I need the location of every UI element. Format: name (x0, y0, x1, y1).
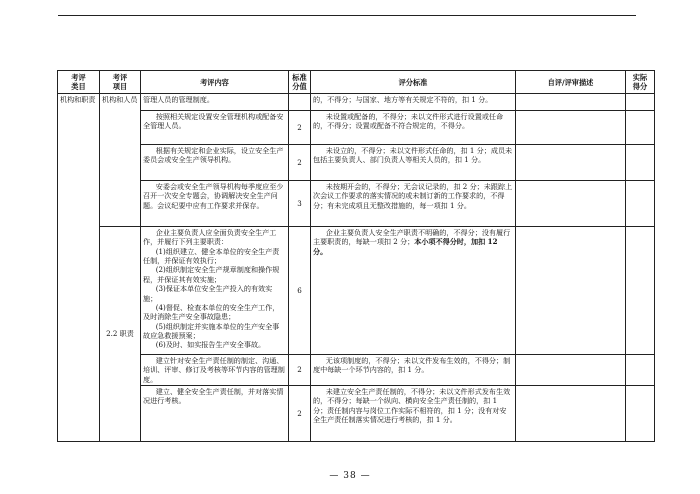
page-number: — 38 — (329, 471, 371, 481)
content-cell: 根据有关规定和企业实际，设立安全生产委员会或安全生产领导机构。 (141, 145, 289, 181)
criteria-cell: 未建立安全生产责任制的，不得分；未以文件形式发布生效的，不得分；每缺一个纵向、横向安全生产责任制的，扣 1 分；责任制内容与岗位工作实际不相符的，扣 1 分；没有对安全生产责任制落实情况进行考核的，扣 1 分。 (311, 386, 516, 442)
table-row (58, 94, 655, 111)
header-item (100, 71, 141, 94)
content-line: 企业主要负责人应全面负责安全生产工作，并履行下列主要职责： (143, 228, 277, 247)
self-eval-cell[interactable] (516, 386, 626, 442)
table-row (58, 386, 655, 442)
criteria-cell: 的，不得分；与国家、地方等有关规定不符的，扣 1 分。 (311, 94, 516, 111)
score-cell (289, 94, 311, 111)
score-cell: 2 (289, 145, 311, 181)
content-cell: 按照相关规定设置安全管理机构或配备安全管理人员。 (141, 111, 289, 145)
content-line: (2)组织制定安全生产规章制度和操作规程，并保证其有效实施； (143, 265, 280, 284)
header-score (289, 71, 311, 94)
actual-score-cell[interactable] (626, 181, 655, 227)
header-line: 考评 (112, 73, 128, 82)
header-line: 标准 (292, 73, 307, 82)
actual-score-cell[interactable] (626, 227, 655, 355)
header-line: 项目 (112, 82, 128, 91)
content-cell (141, 227, 289, 355)
criteria-cell: 未按期开会的，不得分；无会议记录的，扣 2 分；未跟踪上次会议工作要求的落实情况的或未制订新的工作要求的，不得分；有未完成项且无整改措施的，每一项扣 1 分。 (311, 181, 516, 227)
content-line: (4)督促、检查本单位的安全生产工作，及时消除生产安全事故隐患； (143, 302, 280, 322)
content-cell: 建立针对安全生产责任制的制定、沟通、培训、评审、修订及考核等环节内容的管理制度。 (141, 355, 289, 386)
header-criteria: 评分标准 (311, 71, 516, 94)
content-cell: 建立、健全安全生产责任制，并对落实情况进行考核。 (141, 386, 289, 442)
score-cell: 3 (289, 181, 311, 227)
header-category (58, 71, 100, 94)
header-line: 得分 (632, 82, 648, 91)
content-line: (5)组织制定并实施本单位的生产安全事故应急救援预案； (143, 321, 280, 340)
item-cell-duty: 2.2 职责 (100, 227, 141, 442)
content-line: (1)组织建立、健全本单位的安全生产责任制，并保证有效执行； (143, 246, 280, 266)
header-self-eval: 自评/评审描述 (516, 71, 626, 94)
criteria-text: 企业主要负责人安全生产职责不明确的，不得分；没有履行主要职责的，每缺一项扣 2 分； (313, 228, 511, 247)
table-row (58, 181, 655, 227)
header-actual (626, 71, 655, 94)
content-cell: 安委会或安全生产领导机构每季度应至少召开一次安全专题会，协调解决安全生产问题。会议纪要中应有工作要求并保存。 (141, 181, 289, 227)
table-header-row (58, 71, 655, 94)
actual-score-cell[interactable] (626, 94, 655, 111)
header-line: 分值 (292, 82, 307, 91)
table-row (58, 227, 655, 355)
category-cell: 机构和职责 (58, 94, 100, 442)
score-cell: 2 (289, 386, 311, 442)
actual-score-cell[interactable] (626, 145, 655, 181)
item-cell-org: 机构和人员 (100, 94, 141, 227)
content-line: (6)及时、如实报告生产安全事故。 (155, 340, 266, 350)
criteria-cell: 无该项制度的，不得分；未以文件发布生效的，不得分；制度中每缺一个环节内容的，扣 1 分。 (311, 355, 516, 386)
header-line: 类目 (71, 82, 86, 91)
actual-score-cell[interactable] (626, 386, 655, 442)
evaluation-table (57, 70, 655, 442)
score-cell: 2 (289, 355, 311, 386)
criteria-cell: 未设立的，不得分；未以文件形式任命的，扣 1 分；成员未包括主要负责人、部门负责人等相关人员的，扣 1 分。 (311, 145, 516, 181)
header-line: 考评 (71, 73, 86, 82)
self-eval-cell[interactable] (516, 181, 626, 227)
header-content: 考评内容 (141, 71, 289, 94)
content-cell: 管理人员的管理制度。 (141, 94, 289, 111)
score-cell: 2 (289, 111, 311, 145)
self-eval-cell[interactable] (516, 145, 626, 181)
criteria-bold-text: 本小项不得分时，加扣 12 分。 (313, 237, 498, 256)
header-line: 实际 (632, 73, 648, 82)
content-line: (3)保证本单位安全生产投入的有效实施； (143, 284, 273, 303)
self-eval-cell[interactable] (516, 94, 626, 111)
table-row (58, 355, 655, 386)
actual-score-cell[interactable] (626, 111, 655, 145)
self-eval-cell[interactable] (516, 227, 626, 355)
self-eval-cell[interactable] (516, 111, 626, 145)
header-rule (58, 15, 636, 16)
criteria-cell: 未设置或配备的，不得分；未以文件形式进行设置或任命的，不得分；设置或配备不符合规定的，不得分。 (311, 111, 516, 145)
criteria-cell (311, 227, 516, 355)
self-eval-cell[interactable] (516, 355, 626, 386)
actual-score-cell[interactable] (626, 355, 655, 386)
table-row (58, 111, 655, 145)
score-cell: 6 (289, 227, 311, 355)
table-row (58, 145, 655, 181)
